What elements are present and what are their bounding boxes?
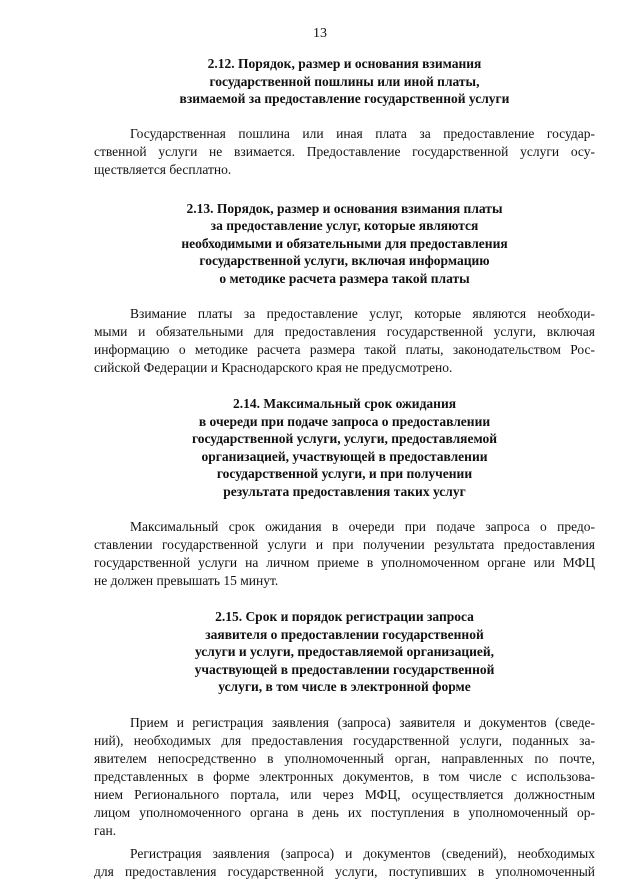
section-paragraph-2-13 [94,305,595,377]
heading-line: результата предоставления таких услуг [223,483,466,499]
heading-line: 2.15. Срок и порядок регистрации запроса [215,609,474,624]
section-heading-2-12 [94,55,595,108]
paragraph-line: информацию о методике расчета размера такой платы, законодательством Рос- [94,342,595,357]
paragraph-line: сийской Федерации и Краснодарского края не предусмотрено. [94,360,453,375]
heading-line: государственной услуги, и при получении [216,466,473,481]
heading-line: услуги, в том числе в электронной форме [218,679,471,694]
paragraph-line: Прием и регистрация заявления (запроса) заявителя и документов (сведе- [130,714,595,730]
heading-line: государственной услуги, включая информацию [199,253,490,268]
section-heading-2-15 [94,608,595,696]
section-paragraph-2-12 [94,125,595,179]
heading-line: участвующей в предоставлении государственной [194,661,495,677]
paragraph-line: ственной услуги не взимается. Предоставление государственной услуги осу- [94,143,595,159]
heading-line: 2.12. Порядок, размер и основания взимания [207,56,482,71]
paragraph-line: мыми и обязательными для предоставления государственной услуги, включая [94,324,595,339]
heading-line: заявителя о предоставлении государственной [205,626,484,642]
paragraph-line: ний), необходимых для предоставления государственной услуги, поданных за- [94,732,595,748]
paragraph-line: нием Регионального портала, или через МФЦ, осуществляется должностным [94,786,595,802]
paragraph-line: не должен превышать 15 минут. [94,573,279,588]
page-number: 13 [313,26,327,41]
document-body [94,55,595,881]
paragraph-line: представленных в форме электронных документов, в том числе с использова- [94,768,595,784]
paragraph-line: для предоставления государственной услуги, поступивших в уполномоченный [94,863,595,879]
heading-line: государственной услуги, услуги, предоставляемой [191,431,498,446]
paragraph-line: ставлении государственной услуги и при получении результата предоставления [94,537,595,552]
heading-line: о методике расчета размера такой платы [219,270,470,286]
paragraph-line: Максимальный срок ожидания в очереди при подаче запроса о предо- [130,519,595,534]
heading-line: взимаемой за предоставление государственной услуги [179,91,510,106]
heading-line: организацией, участвующей в предоставлении [201,448,488,464]
paragraph-line: Взимание платы за предоставление услуг, которые являются необходи- [130,306,595,321]
paragraph-line: ган. [94,822,117,838]
heading-line: 2.13. Порядок, размер и основания взимания платы [186,200,503,216]
heading-line: услуги и услуги, предоставляемой организацией, [194,644,495,659]
paragraph-line: Регистрация заявления (запроса) и документов (сведений), необходимых [130,845,595,861]
heading-line: 2.14. Максимальный срок ожидания [232,396,457,411]
heading-line: в очереди при подаче запроса о предоставлении [198,413,491,429]
paragraph-line: лицом уполномоченного органа в день их поступления в уполномоченный ор- [94,804,595,820]
heading-line: необходимыми и обязательными для предоставления [181,235,508,251]
section-heading-2-14 [94,395,595,500]
heading-line: за предоставление услуг, которые являются [210,218,479,233]
heading-line: государственной пошлины или иной платы, [209,73,480,89]
section-paragraph-2-15-first [94,714,595,840]
paragraph-line: явителем непосредственно в уполномоченный орган, направленных по почте, [94,750,595,766]
section-paragraph-2-14 [94,518,595,590]
paragraph-line: Государственная пошлина или иная плата за предоставление государ- [130,125,595,141]
paragraph-line: государственной услуги на личном приеме в уполномоченном органе или МФЦ [94,555,595,570]
section-heading-2-13 [94,200,595,288]
paragraph-line: ществляется бесплатно. [94,161,232,177]
section-paragraph-2-15-second [94,845,595,881]
